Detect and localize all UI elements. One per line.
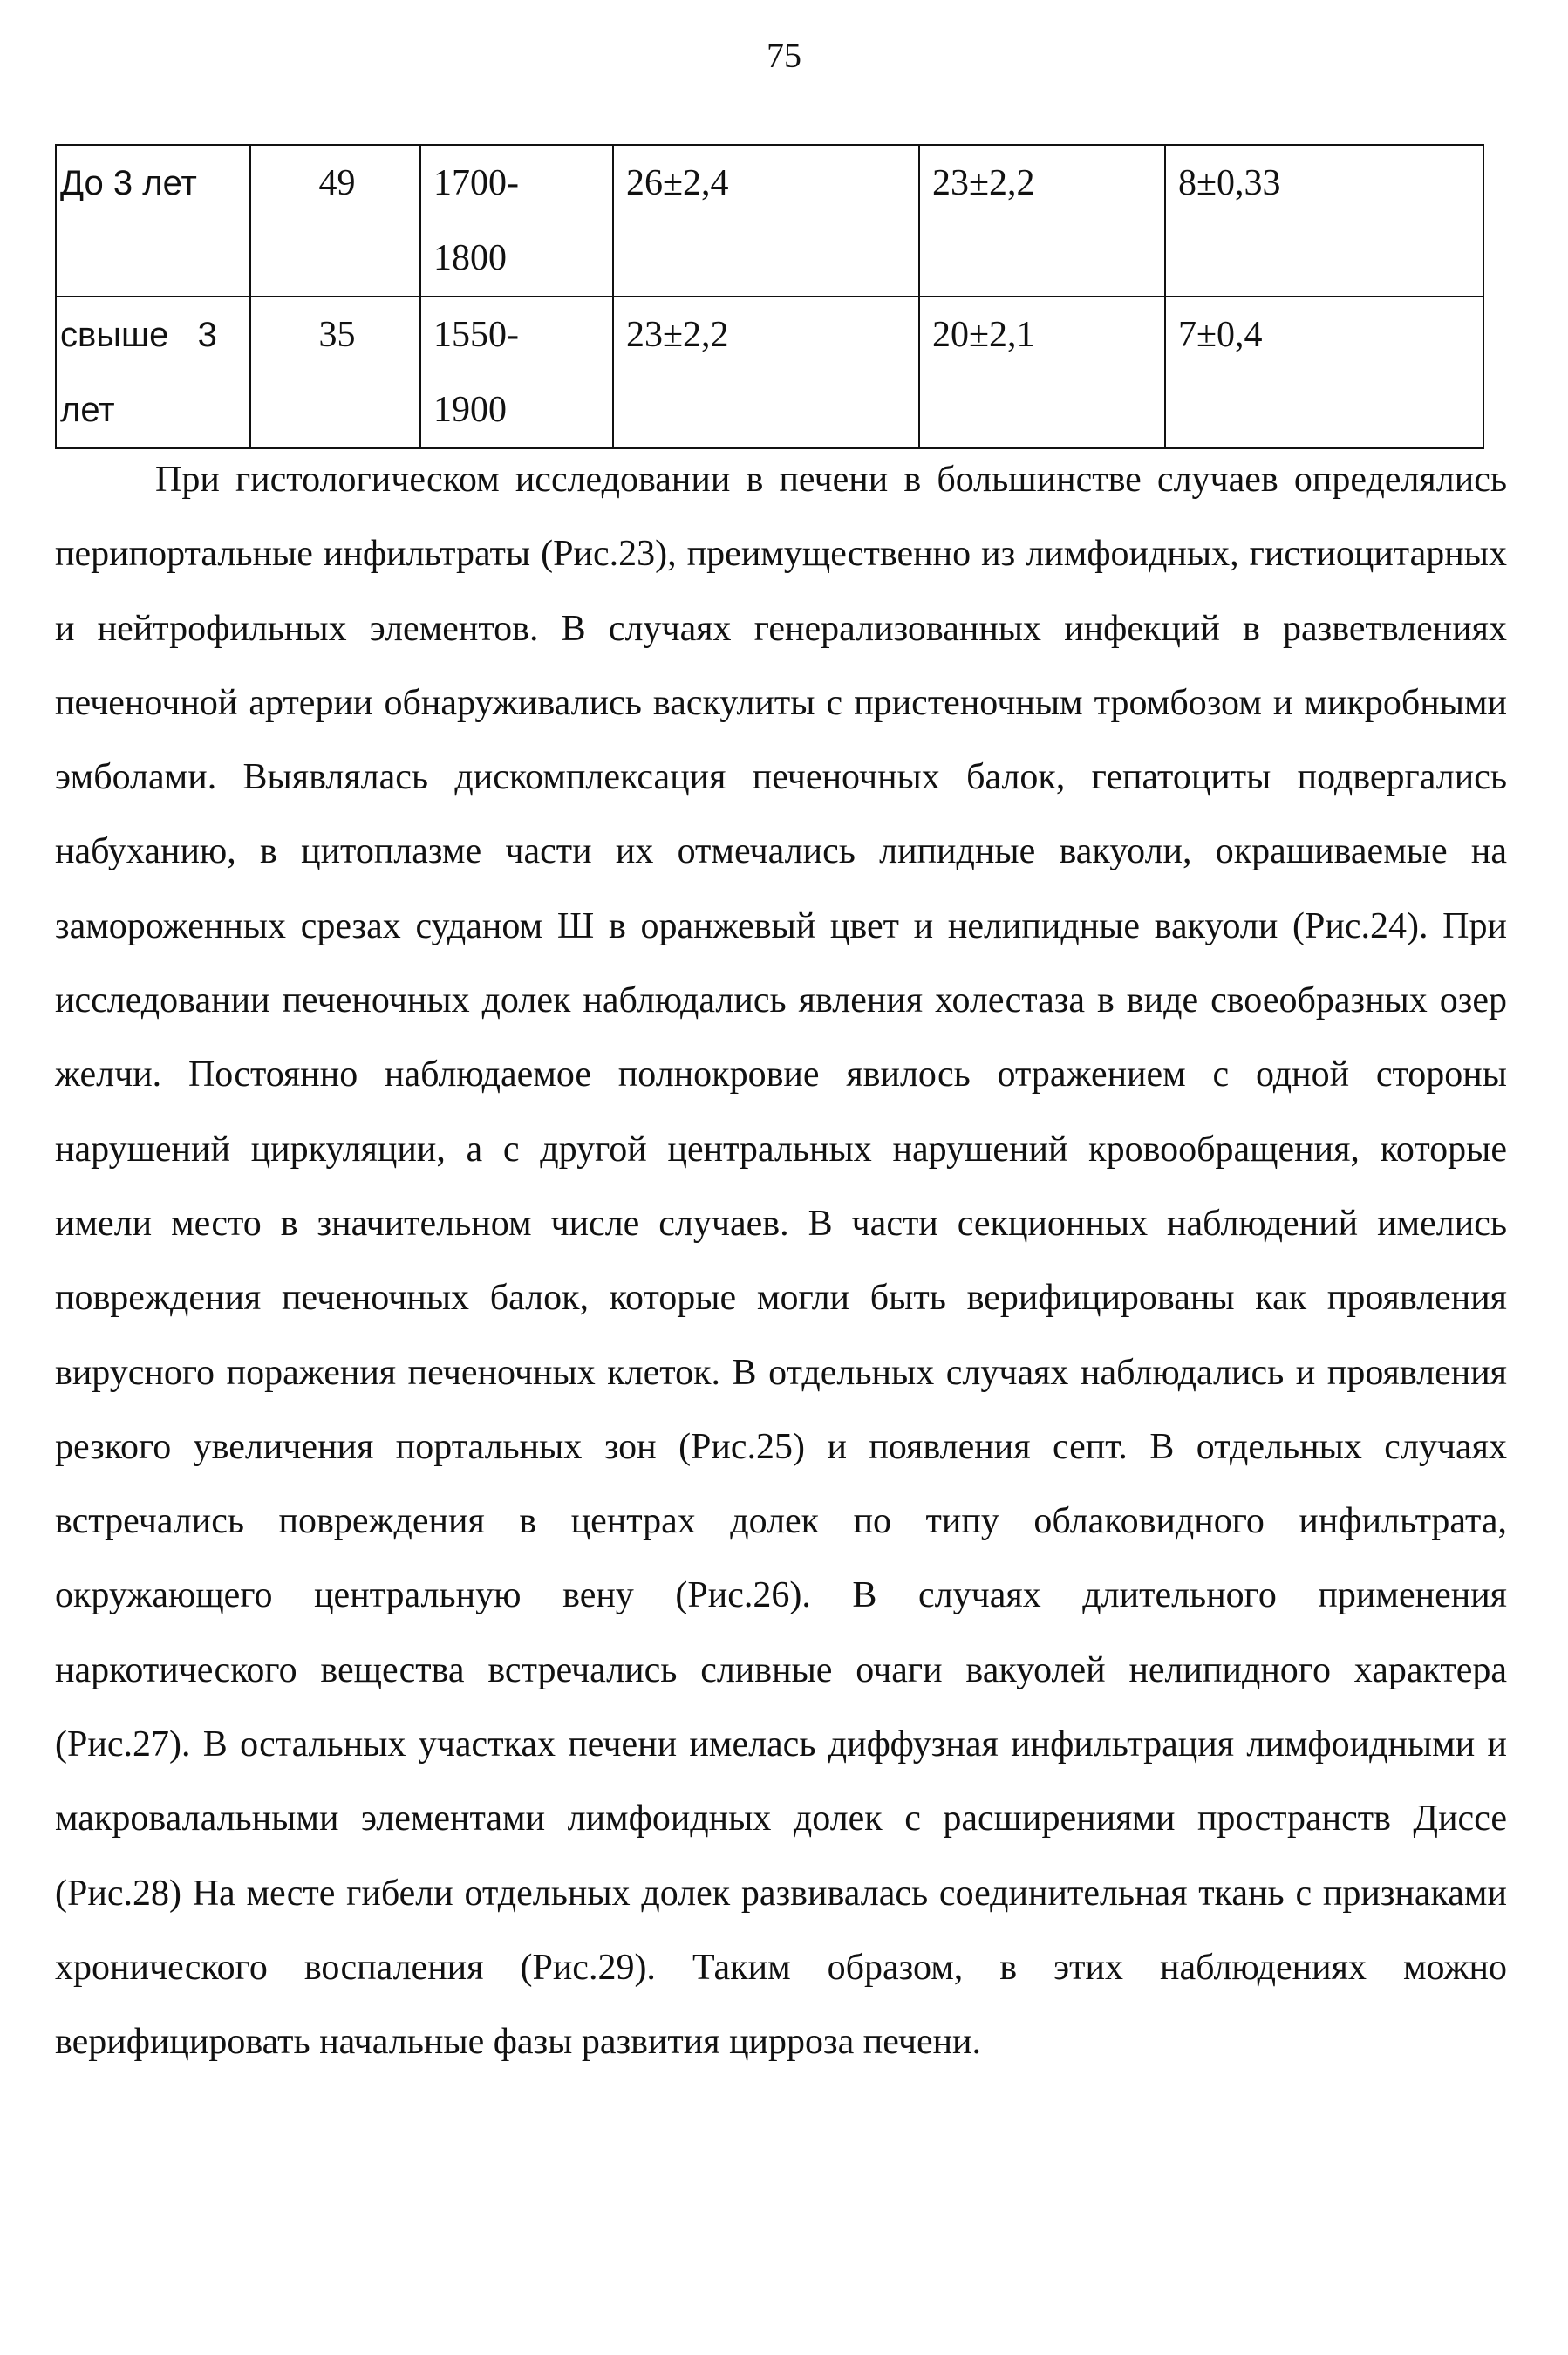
table-row [56, 145, 1483, 297]
range-line: 1700- [433, 163, 519, 203]
value1-cell: 26±2,4 [613, 145, 919, 297]
range-cell [420, 145, 613, 297]
data-table [55, 144, 1484, 449]
value2-cell: 20±2,1 [919, 297, 1165, 448]
page-number: 75 [767, 36, 801, 75]
body-paragraph: При гистологическом исследовании в печени в большинстве случаев определялись перипортальные инфильтраты (Рис.23), преимущественно из лимфоидных, гистиоцитарных и нейтрофильных элементов. В случаях генерализованных инфекций в разветвлениях печеночной артерии обнаруживались васкулиты с пристеночным тромбозом и микробными эмболами. Выявлялась дискомплексация печеночных балок, гепатоциты подвергались набуханию, в цитоплазме части их отмечались липидные вакуоли, окрашиваемые на замороженных срезах суданом Ш в оранжевый цвет и нелипидные вакуоли (Рис.24). При исследовании печеночных долек наблюдались явления холестаза в виде своеобразных озер желчи. Постоянно наблюдаемое полнокровие явилось отражением с одной стороны нарушений циркуляции, а с другой центральных нарушений кровообращения, которые имели место в значительном числе случаев. В части секционных наблюдений имелись повреждения печеночных балок, которые могли быть верифицированы как проявления вирусного поражения печеночных клеток. В отдельных случаях наблюдались и проявления резкого увеличения портальных зон (Рис.25) и появления септ. В отдельных случаях встречались повреждения в центрах долек по типу облаковидного инфильтрата, окружающего центральную вену (Рис.26). В случаях длительного применения наркотического вещества встречались сливные очаги вакуолей нелипидного характера (Рис.27). В остальных участках печени имелась диффузная инфильтрация лимфоидными и макровалальными элементами лимфоидных долек с расширениями пространств Диссе (Рис.28) На месте гибели отдельных долек развивалась соединительная ткань с признаками хронического воспаления (Рис.29). Таким образом, в этих наблюдениях можно верифицировать начальные фазы развития цирроза печени. [55, 460, 1507, 2063]
row-label: свыше 3 [60, 316, 217, 354]
row-label-cell [56, 145, 250, 297]
row-label-cell [56, 297, 250, 448]
range-line: 1900 [433, 390, 507, 430]
range-cell [420, 297, 613, 448]
row-label: До 3 лет [60, 164, 197, 202]
value3-cell: 8±0,33 [1165, 145, 1483, 297]
value1-cell: 23±2,2 [613, 297, 919, 448]
row-label: лет [60, 391, 115, 429]
table-row [56, 297, 1483, 448]
range-line: 1800 [433, 238, 507, 278]
count-cell: 35 [250, 297, 420, 448]
range-line: 1550- [433, 315, 519, 355]
count-cell: 49 [250, 145, 420, 297]
value2-cell: 23±2,2 [919, 145, 1165, 297]
value3-cell: 7±0,4 [1165, 297, 1483, 448]
